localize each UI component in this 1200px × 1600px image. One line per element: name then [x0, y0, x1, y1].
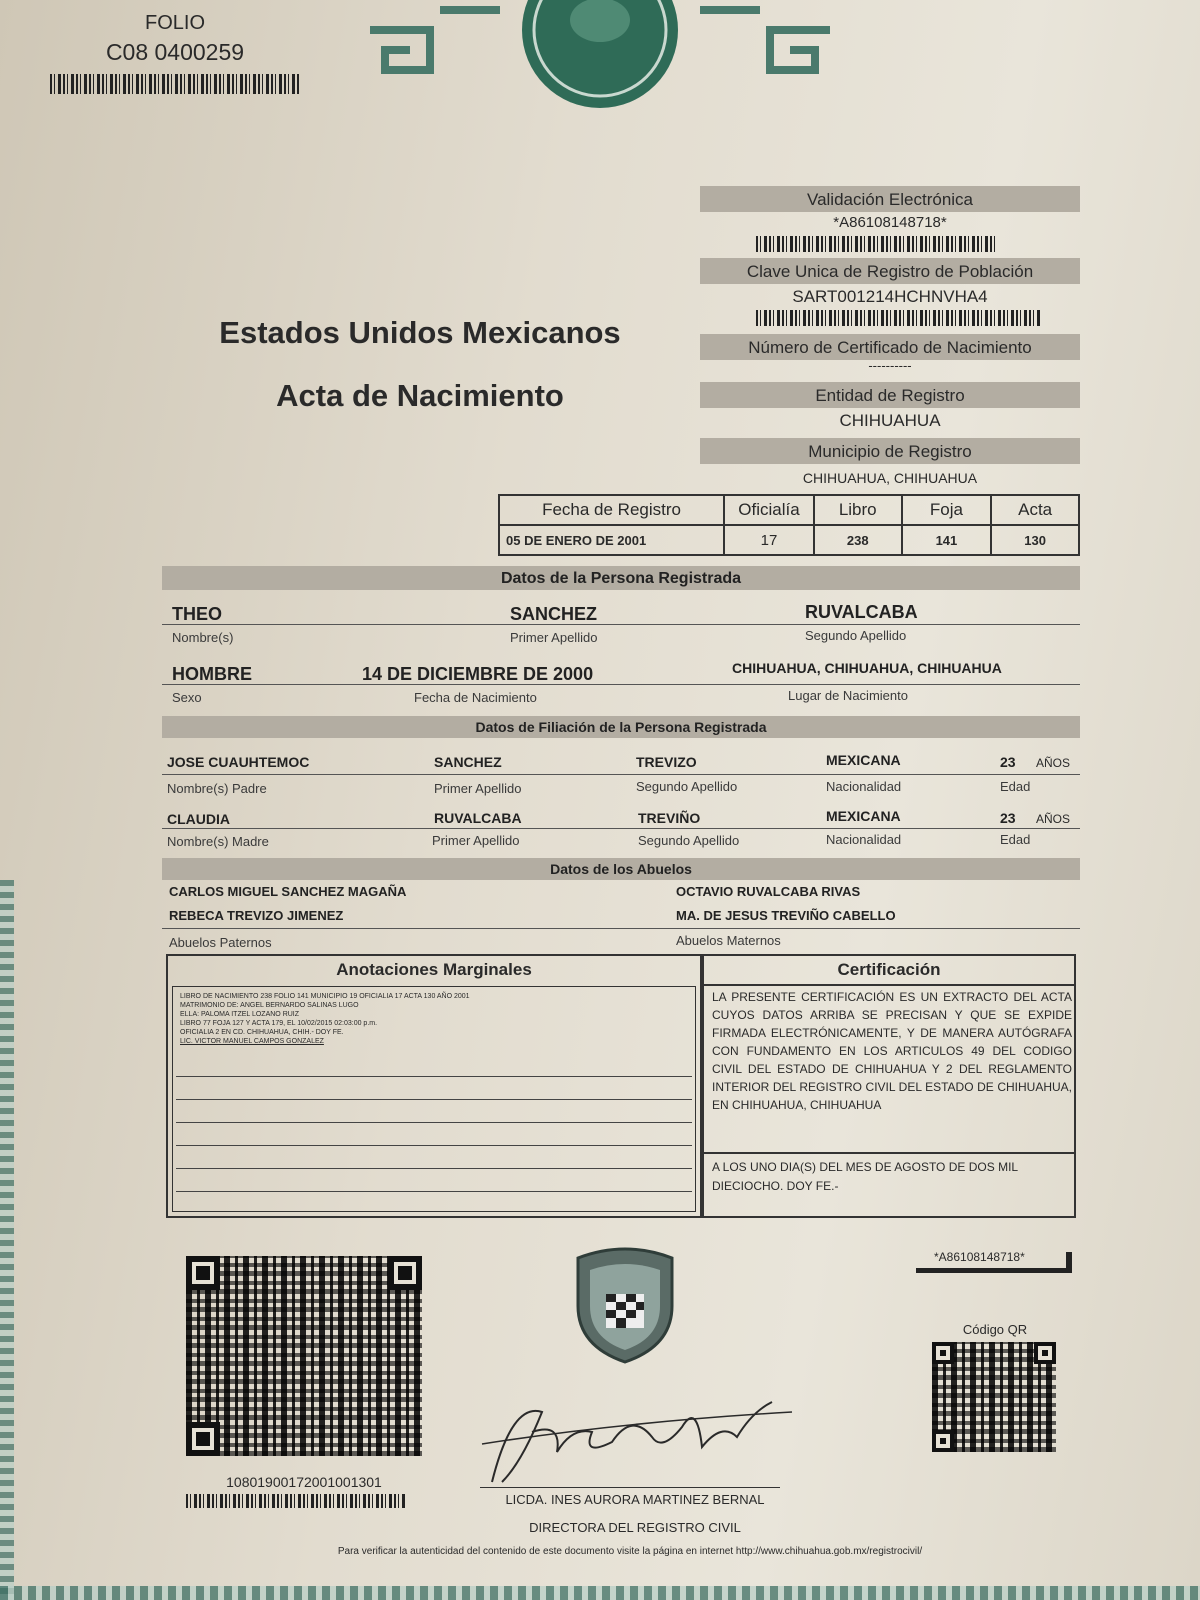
entidad-label: Entidad de Registro	[815, 386, 965, 405]
footer-validacion-code: *A86108148718*	[934, 1250, 1025, 1264]
registro-acta: 130	[991, 525, 1079, 555]
registro-oficialia: 17	[724, 525, 814, 555]
country-title: Estados Unidos Mexicanos	[219, 315, 621, 350]
curp-barcode	[756, 310, 1042, 326]
padre-nacionalidad: MEXICANA	[826, 752, 901, 768]
persona-nombre-label: Nombre(s)	[172, 630, 234, 645]
filiacion-section-title: Datos de Filiación de la Persona Registrada	[475, 719, 767, 735]
persona-lugar-nacimiento-label: Lugar de Nacimiento	[788, 688, 908, 703]
madre-segundo-apellido-label: Segundo Apellido	[638, 833, 740, 848]
madre-primer-apellido-label: Primer Apellido	[432, 833, 520, 848]
madre-nacionalidad: MEXICANA	[826, 808, 901, 824]
qr-code-right	[932, 1342, 1056, 1452]
curp-value: SART001214HCHNVHA4	[792, 287, 988, 306]
padre-edad: 23	[1000, 754, 1016, 770]
security-border-bottom	[0, 1586, 1200, 1600]
padre-edad-unit: AÑOS	[1036, 756, 1071, 770]
padre-segundo-apellido: TREVIZO	[636, 754, 697, 770]
persona-nombre: THEO	[172, 604, 223, 624]
persona-primer-apellido: SANCHEZ	[510, 604, 598, 624]
signer-name: LICDA. INES AURORA MARTINEZ BERNAL	[505, 1492, 765, 1507]
registro-header-fecha: Fecha de Registro	[499, 495, 724, 525]
verify-text: Para verificar la autenticidad del contenido de este documento visite la página en internet http://www.chihuahua.gob.mx/registrocivil/	[337, 1546, 923, 1557]
validacion-label: Validación Electrónica	[807, 190, 973, 209]
abuelo-materno-2: MA. DE JESUS TREVIÑO CABELLO	[676, 908, 896, 923]
curp-label: Clave Unica de Registro de Población	[746, 262, 1034, 281]
persona-lugar-nacimiento: CHIHUAHUA, CHIHUAHUA, CHIHUAHUA	[732, 660, 1002, 676]
padre-primer-apellido: SANCHEZ	[434, 754, 502, 770]
folio-barcode	[50, 74, 300, 94]
certificado-value: ----------	[868, 358, 912, 373]
certificacion-body: LA PRESENTE CERTIFICACIÓN ES UN EXTRACTO DEL ACTA CUYOS DATOS ARRIBA SE PRECISAN Y QUE SE EXPIDE FIRMADA ELECTRÓNICAMENTE, Y DE MANERA AUTÓGRAFA CON FUNDAMENTO EN LOS ARTICULOS 49 DEL CODIGO CIVIL DEL ESTADO DE CHIHUAHUA Y 2 DEL REGLAMENTO INTERIOR DEL REGISTRO CIVIL DEL ESTADO DE CHIHUAHUA, EN CHIHUAHUA, CHIHUAHUA	[712, 990, 1072, 1112]
national-seal-icon	[360, 0, 840, 110]
madre-edad: 23	[1000, 810, 1016, 826]
registro-header-libro: Libro	[814, 495, 902, 525]
registro-foja: 141	[902, 525, 992, 555]
persona-segundo-apellido-label: Segundo Apellido	[805, 628, 907, 643]
persona-segundo-apellido: RUVALCABA	[805, 602, 918, 622]
folio-label: FOLIO	[144, 12, 205, 34]
qr-number: 10801900172001001301	[226, 1474, 382, 1490]
madre-edad-unit: AÑOS	[1036, 812, 1071, 826]
registro-header-acta: Acta	[991, 495, 1079, 525]
qr-code-left	[186, 1256, 422, 1456]
persona-primer-apellido-label: Primer Apellido	[510, 630, 598, 645]
padre-primer-apellido-label: Primer Apellido	[434, 781, 522, 796]
padre-nacionalidad-label: Nacionalidad	[826, 779, 902, 794]
abuelos-maternos-label: Abuelos Maternos	[676, 933, 781, 948]
persona-fecha-nacimiento: 14 DE DICIEMBRE DE 2000	[362, 664, 594, 684]
registro-libro: 238	[814, 525, 902, 555]
madre-primer-apellido: RUVALCABA	[434, 810, 522, 826]
anotaciones-text: LIBRO DE NACIMIENTO 238 FOLIO 141 MUNICIPIO 19 OFICIALIA 17 ACTA 130 AÑO 2001 MATRIMONIO DE: ANGEL BERNARDO SALINAS LUGO ELLA: PALOMA ITZEL LOZANO RUIZ LIBRO 77 FOJA 127 Y ACTA 179, EL 10/02/2015 02:03:00 p.m. OFICIALIA 2 EN CD. CHIHUAHUA, CHIH.- DOY FE. LIC. VICTOR MANUEL CAMPOS GONZALEZ	[180, 993, 470, 1045]
registro-fecha: 05 DE ENERO DE 2001	[499, 525, 724, 555]
madre-nombre-label: Nombre(s) Madre	[167, 834, 269, 849]
state-shield-icon	[570, 1246, 680, 1364]
municipio-value: CHIHUAHUA, CHIHUAHUA	[802, 470, 978, 486]
madre-edad-label: Edad	[1000, 832, 1031, 847]
security-border-left	[0, 880, 14, 1600]
padre-segundo-apellido-label: Segundo Apellido	[636, 779, 738, 794]
document-title: Acta de Nacimiento	[276, 378, 564, 413]
madre-nacionalidad-label: Nacionalidad	[826, 832, 902, 847]
abuelo-paterno-1: CARLOS MIGUEL SANCHEZ MAGAÑA	[169, 884, 407, 899]
entidad-value: CHIHUAHUA	[839, 411, 941, 430]
registro-table	[498, 494, 1080, 556]
signature-icon	[462, 1372, 802, 1502]
madre-segundo-apellido: TREVIÑO	[638, 810, 701, 826]
abuelo-materno-1: OCTAVIO RUVALCABA RIVAS	[676, 884, 861, 899]
persona-sexo: HOMBRE	[172, 664, 252, 684]
certificacion-fecha: A LOS UNO DIA(S) DEL MES DE AGOSTO DE DOS MIL DIECIOCHO. DOY FE.-	[712, 1160, 1018, 1193]
validacion-barcode	[756, 236, 996, 252]
anotaciones-title: Anotaciones Marginales	[336, 960, 532, 979]
registro-header-oficialia: Oficialía	[724, 495, 814, 525]
padre-nombre-label: Nombre(s) Padre	[167, 781, 267, 796]
registro-header-foja: Foja	[902, 495, 992, 525]
validacion-value: *A86108148718*	[833, 214, 947, 231]
anotaciones-blank-lines	[176, 1054, 692, 1204]
certificado-label: Número de Certificado de Nacimiento	[748, 338, 1032, 357]
folio-number: C08 0400259	[105, 39, 245, 65]
padre-edad-label: Edad	[1000, 779, 1031, 794]
certificacion-title: Certificación	[837, 960, 941, 979]
persona-section-title: Datos de la Persona Registrada	[500, 570, 742, 587]
codigo-qr-label: Código QR	[962, 1322, 1028, 1337]
persona-fecha-nacimiento-label: Fecha de Nacimiento	[414, 690, 537, 705]
municipio-label: Municipio de Registro	[808, 442, 972, 461]
padre-nombre: JOSE CUAUHTEMOC	[167, 754, 310, 770]
signer-title: DIRECTORA DEL REGISTRO CIVIL	[529, 1520, 741, 1535]
madre-nombre: CLAUDIA	[167, 811, 230, 827]
abuelos-section-title: Datos de los Abuelos	[550, 861, 692, 877]
abuelos-paternos-label: Abuelos Paternos	[169, 935, 272, 950]
persona-sexo-label: Sexo	[172, 690, 202, 705]
qr-number-barcode	[186, 1494, 406, 1508]
abuelo-paterno-2: REBECA TREVIZO JIMENEZ	[169, 908, 344, 923]
